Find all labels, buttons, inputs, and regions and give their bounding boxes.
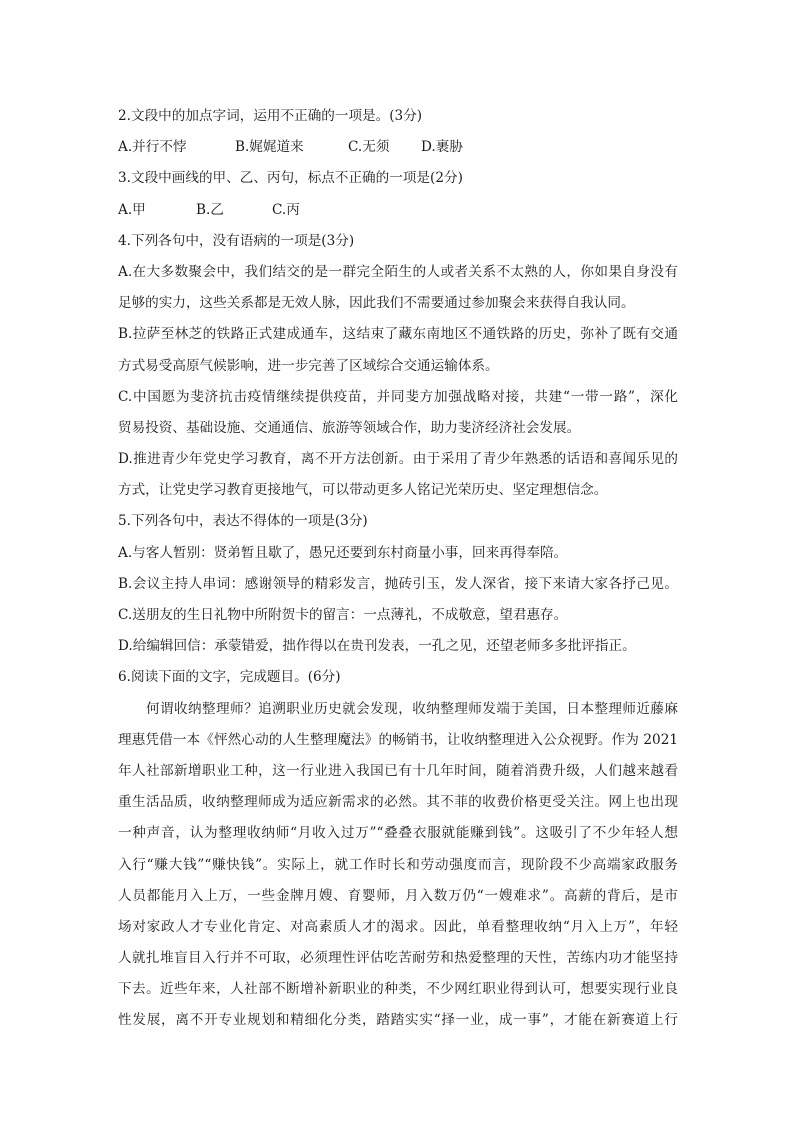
q4-option-b: B.拉萨至林芝的铁路正式建成通车，这结束了藏东南地区不通铁路的历史，弥补了既有交通	[118, 326, 678, 343]
q4-option-a-cont: 足够的实力，这些关系都是无效人脉，因此我们不需要通过参加聚会来获得自我认同。	[118, 295, 635, 312]
q4-option-c-cont: 贸易投资、基础设施、交通通信、旅游等领域合作，助力斐济经济社会发展。	[118, 419, 581, 436]
q4-option-a: A.在大多数聚会中，我们结交的是一群完全陌生的人或者关系不太熟的人，你如果自身没有	[118, 263, 678, 280]
passage-line: 人员都能月入上万，一些金牌月嫂、育婴师，月入数万仍“一嫂难求”。高薪的背后，是市	[118, 887, 678, 904]
q4-option-d-cont: 方式，让党史学习教育更接地气，可以带动更多人铭记光荣历史、坚定理想信念。	[118, 482, 608, 499]
q4-stem: 4.下列各句中，没有语病的一项是(3分)	[118, 232, 355, 249]
q4-option-c: C.中国愿为斐济抗击疫情继续提供疫苗，并同斐方加强战略对接，共建“一带一路”，深化	[118, 388, 678, 405]
q3-option-a: A.甲	[118, 201, 146, 218]
q5-option-d: D.给编辑回信：承蒙错爱，拙作得以在贵刊发表，一孔之见，还望老师多多批评指正。	[118, 638, 636, 655]
passage-line: 年人社部新增职业工种，这一行业进入我国已有十几年时间，随着消费升级，人们越来越看	[118, 762, 678, 779]
passage-line: 重生活品质，收纳整理师成为适应新需求的必然。其不菲的收费价格更受关注。网上也出现	[118, 794, 678, 811]
q2-option-a: A.并行不悖	[118, 139, 187, 156]
q6-stem: 6.阅读下面的文字，完成题目。(6分)	[118, 669, 341, 686]
q2-option-b: B.娓娓道来	[235, 139, 304, 156]
q3-option-c: C.丙	[272, 201, 300, 218]
q2-stem: 2.文段中的加点字词，运用不正确的一项是。(3分)	[118, 108, 423, 124]
passage-line: 场对家政人才专业化肯定、对高素质人才的渴求。因此，单看整理收纳“月入上万”，年轻	[118, 918, 678, 935]
exam-page	[118, 101, 678, 1037]
q3-option-b: B.乙	[196, 201, 224, 218]
passage-line: 人就扎堆盲目入行并不可取，必须理性评估吃苦耐劳和热爱整理的天性，苦练内功才能坚持	[118, 950, 678, 967]
q2-option-c: C.无须	[348, 139, 390, 156]
passage-line: 下去。近些年来，人社部不断增补新职业的种类，不少网红职业得到认可，想要实现行业良	[118, 981, 678, 998]
q5-option-c: C.送朋友的生日礼物中所附贺卡的留言：一点薄礼，不成敬意，望君惠存。	[118, 607, 568, 623]
passage-line: 理惠凭借一本《怦然心动的人生整理魔法》的畅销书，让收纳整理进入公众视野。作为 2021	[118, 731, 678, 748]
passage-line: 一种声音，认为整理收纳师“月收入过万”“叠叠衣服就能赚到钱”。这吸引了不少年轻人想	[118, 825, 678, 842]
q5-option-b: B.会议主持人串词：感谢领导的精彩发言，抛砖引玉，发人深省，接下来请大家各抒己见。	[118, 575, 678, 592]
passage-line: 何谓收纳整理师？追溯职业历史就会发现，收纳整理师发端于美国，日本整理师近藤麻	[146, 700, 678, 717]
q5-stem: 5.下列各句中，表达不得体的一项是(3分)	[118, 513, 368, 530]
q3-stem: 3.文段中画线的甲、乙、丙句，标点不正确的一项是(2分)	[118, 170, 463, 187]
q2-options	[118, 132, 678, 163]
passage-line: 性发展，离不开专业规划和精细化分类，踏踏实实“择一业，成一事”，才能在新赛道上行	[118, 1012, 678, 1029]
q2-option-d: D.裹胁	[421, 139, 463, 156]
passage-line: 入行“赚大钱”“赚快钱”。实际上，就工作时长和劳动强度而言，现阶段不少高端家政服务	[118, 856, 678, 873]
q5-option-a: A.与客人暂别：贤弟暂且歇了，愚兄还要到东村商量小事，回来再得奉陪。	[118, 544, 568, 561]
q4-option-b-cont: 方式易受高原气候影响，进一步完善了区域综合交通运输体系。	[118, 357, 499, 374]
q4-option-d: D.推进青少年党史学习教育，离不开方法创新。由于采用了青少年熟悉的话语和喜闻乐见的	[118, 451, 678, 468]
q3-options	[118, 195, 678, 226]
